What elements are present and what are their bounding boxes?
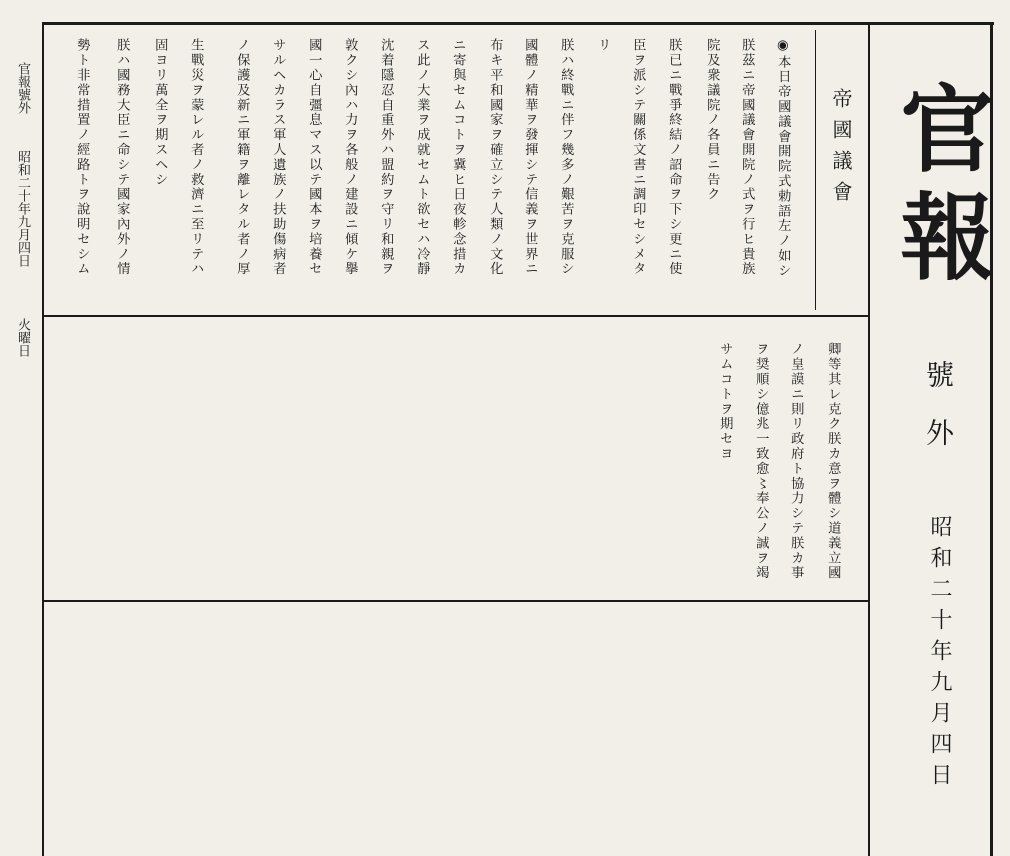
rescript-line: 沈着隱忍自重外ハ盟約ヲ守リ和親ヲ: [378, 38, 394, 277]
section-heading: 帝國議會: [829, 88, 853, 212]
rescript-continuation-line: 卿等其レ克ク朕カ意ヲ體シ道義立國: [825, 342, 841, 581]
margin-issue-label: 官報號外: [15, 62, 30, 114]
rescript-line: ◉本日帝國議會開院式勅語左ノ如シ: [775, 38, 791, 279]
rescript-continuation-line: ノ皇謨ニ則リ政府ト協力シテ朕カ事: [788, 342, 804, 581]
rescript-line: 院及衆議院ノ各員ニ告ク: [704, 38, 720, 202]
page-left-rule: [42, 22, 44, 856]
rescript-line: ス此ノ大業ヲ成就セムト欲セハ冷靜: [414, 38, 430, 277]
middle-band-divider: [42, 600, 868, 602]
rescript-line: 生戰災ヲ蒙レル者ノ救濟ニ至リテハ: [188, 38, 204, 277]
masthead-date: 昭和二十年九月四日: [927, 515, 952, 794]
rescript-line: 國一心自彊息マス以テ國本ヲ培養セ: [306, 38, 322, 277]
rescript-line: リ: [595, 38, 611, 53]
rescript-line: 布キ平和國家ヲ確立シテ人類ノ文化: [487, 38, 503, 277]
rescript-line: 敦クシ內ハ力ヲ各般ノ建設ニ傾ケ擧: [342, 38, 358, 277]
upper-band-divider: [42, 315, 868, 317]
margin-weekday: 火曜日: [15, 318, 30, 357]
rescript-line: 朕ハ終戰ニ伴フ幾多ノ艱苦ヲ克服シ: [558, 38, 574, 277]
rescript-line: 臣ヲ派シテ關係文書ニ調印セシメタ: [630, 38, 646, 277]
rescript-line: 國體ノ精華ヲ發揮シテ信義ヲ世界ニ: [522, 38, 538, 277]
rescript-line: 朕茲ニ帝國議會開院ノ式ヲ行ヒ貴族: [739, 38, 755, 277]
rescript-continuation-line: ヲ奨順シ億兆一致愈〻奉公ノ誠ヲ竭: [753, 342, 769, 581]
rescript-line: ニ寄與セムコトヲ冀ヒ日夜軫念措カ: [450, 38, 466, 277]
masthead-title: 官報: [884, 80, 994, 296]
rescript-line: サルヘカラス軍人遺族ノ扶助傷病者: [270, 38, 286, 277]
rescript-line: 朕ハ國務大臣ニ命シテ國家內外ノ情: [114, 38, 130, 277]
margin-date: 昭和二十年九月四日: [15, 150, 30, 267]
rescript-continuation-line: サムコトヲ期セヨ: [717, 342, 733, 462]
rescript-line: 勢ト非常措置ノ經路トヲ說明セシム: [74, 38, 90, 277]
masthead-issue: 號外: [922, 360, 955, 476]
rescript-line: 朕已ニ戰爭終結ノ詔命ヲ下シ更ニ使: [666, 38, 682, 277]
rescript-line: 固ヨリ萬全ヲ期スヘシ: [152, 38, 168, 187]
page-top-rule: [42, 22, 994, 25]
rescript-line: ノ保護及新ニ軍籍ヲ離レタル者ノ厚: [234, 38, 250, 277]
section-heading-divider: [815, 30, 816, 310]
masthead-divider: [868, 22, 870, 856]
